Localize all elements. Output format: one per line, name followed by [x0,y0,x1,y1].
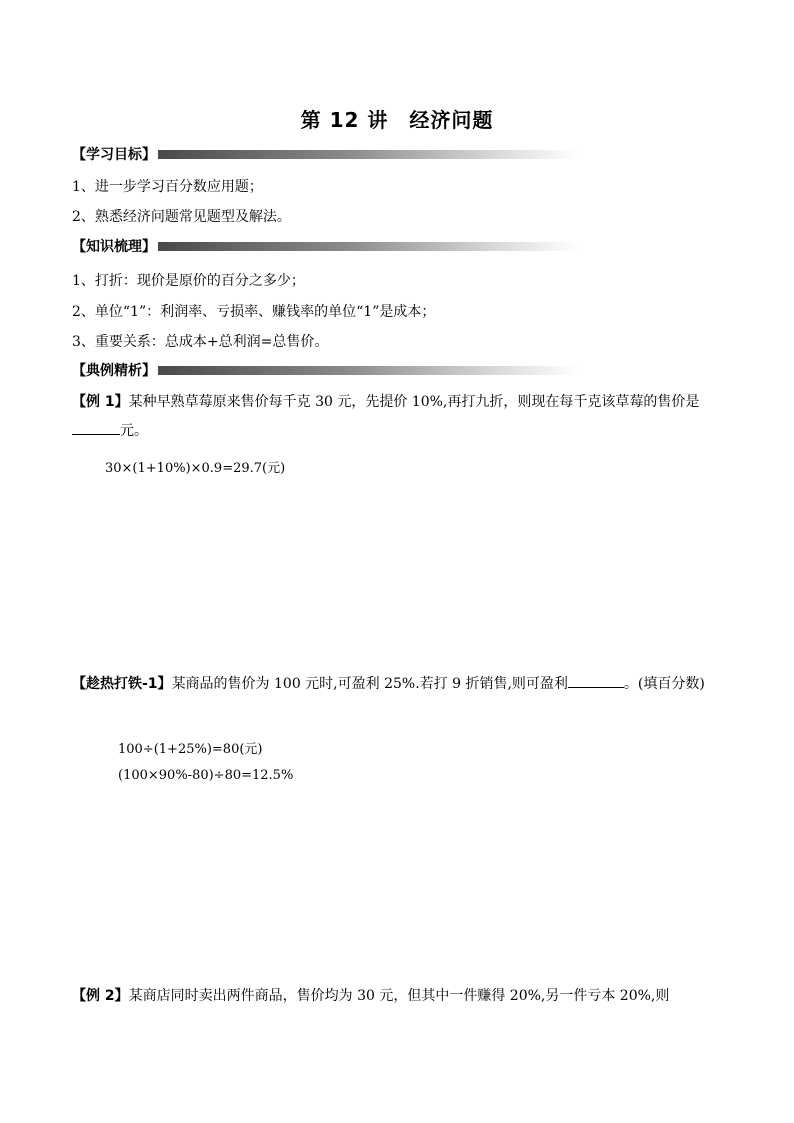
practice-tag: 【趁热打铁-1】 [72,676,172,692]
problem-text: 。(填百分数) [623,676,705,692]
objective-item: 1、进一步学习百分数应用题； [72,179,263,195]
example-tag: 【例 1】 [72,394,129,410]
section-divider-bar [158,150,578,159]
section-divider-bar [158,366,578,375]
problem-text: 某商店同时卖出两件商品，售价均为 30 元，但其中一件赚得 20%,另一件亏本 20%,则 [128,988,670,1004]
knowledge-item: 1、打折：现价是原价的百分之多少； [72,273,305,289]
answer-blank [568,673,624,688]
knowledge-item: 2、单位“1”：利润率、亏损率、赚钱率的单位“1”是成本； [72,304,436,320]
knowledge-item: 3、重要关系：总成本+总利润=总售价。 [72,334,329,350]
problem-text: 元。 [120,423,148,439]
solution-line: 100÷(1+25%)=80(元) [118,742,263,757]
example-tag: 【例 2】 [72,988,129,1004]
section-label: 【学习目标】 [72,147,156,163]
solution-line: 30×(1+10%)×0.9=29.7(元) [105,461,286,476]
section-header-examples [72,360,578,380]
section-label: 【知识梳理】 [72,239,156,255]
section-label: 【典例精析】 [72,363,156,379]
problem-text: 某商品的售价为 100 元时,可盈利 25%.若打 9 折销售,则可盈利 [171,676,568,692]
section-divider-bar [158,242,578,251]
section-header-objectives [72,144,578,164]
example-1-problem [72,388,727,446]
example-2-problem [72,982,727,1011]
solution-line: (100×90%-80)÷80=12.5% [118,768,294,783]
section-header-knowledge [72,236,578,256]
problem-text: 某种早熟草莓原来售价每千克 30 元，先提价 10%,再打九折，则现在每千克该草莓的售价是 [128,394,700,410]
objective-item: 2、熟悉经济问题常见题型及解法。 [72,209,291,225]
practice-1-problem [72,670,727,699]
page-title: 第 12 讲 经济问题 [300,108,494,132]
answer-blank [72,420,120,435]
